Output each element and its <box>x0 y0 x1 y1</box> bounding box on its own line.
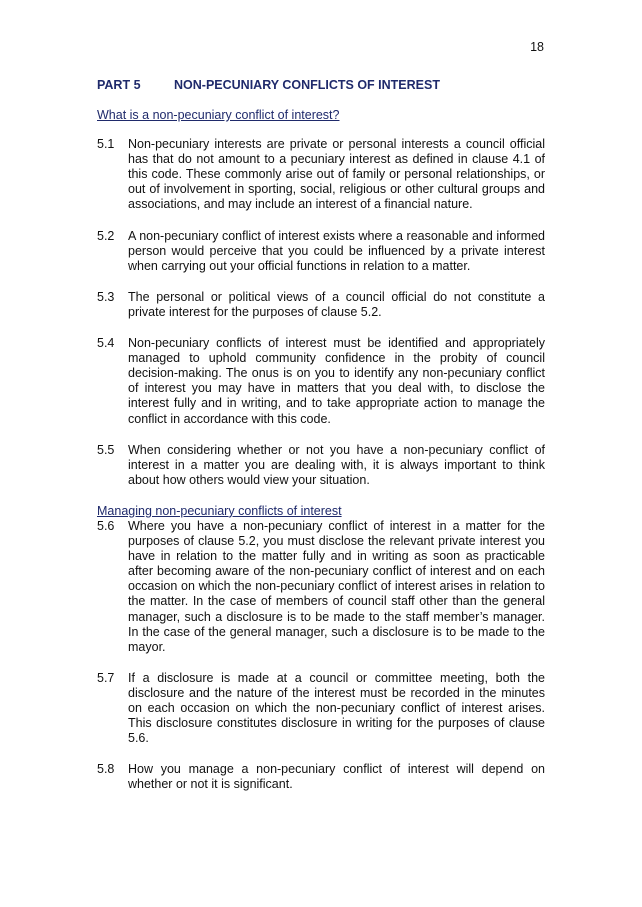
document-body <box>97 108 545 808</box>
clause-text: The personal or political views of a council official do not constitute a private interest for the purposes of clause 5.2. <box>128 289 545 319</box>
clause-number: 5.4 <box>97 336 115 351</box>
section-heading: Managing non-pecuniary conflicts of interest <box>97 503 342 518</box>
section-heading: What is a non-pecuniary conflict of interest? <box>97 108 340 122</box>
clause-5-7 <box>97 671 545 746</box>
clause-text: Where you have a non-pecuniary conflict of interest in a matter for the purposes of clause 5.2, you must disclose the relevant private interest you have in relation to the matter fully and in writing as soon as practicable after becoming aware of the non-pecuniary conflict of interest and on each occasion on which the non-pecuniary conflict of interest arises in relation to the matter. In the case of members of council staff other than the general manager, such a disclosure is to be made to the staff member’s manager. In the case of the general manager, such a disclosure is to be made to the mayor. <box>128 518 545 654</box>
clause-number: 5.7 <box>97 670 115 685</box>
clause-5-4 <box>97 336 545 427</box>
clause-text: When considering whether or not you have a non-pecuniary conflict of interest in a matter you are dealing with, it is always important to think about how others would view your situation. <box>128 442 545 487</box>
clause-5-3 <box>97 290 545 320</box>
clause-number: 5.5 <box>97 442 115 457</box>
clause-number: 5.8 <box>97 762 115 777</box>
part-title: NON-PECUNIARY CONFLICTS OF INTEREST <box>174 78 440 92</box>
clause-number: 5.3 <box>97 289 115 304</box>
clause-text: Non-pecuniary conflicts of interest must be identified and appropriately managed to uphold community confidence in the probity of council decision-making. The onus is on you to identify any non-pecuniary conflict of interest you may have in matters that you deal with, to disclose the interest fully and in writing, and to take appropriate action to manage the conflict in accordance with this code. <box>128 336 545 426</box>
clause-5-2 <box>97 229 545 274</box>
clause-number: 5.1 <box>97 137 115 152</box>
clause-number: 5.6 <box>97 518 115 533</box>
clause-text: A non-pecuniary conflict of interest exists where a reasonable and informed person would perceive that you could be influenced by a private interest when carrying out your official functions in relation to a matter. <box>128 228 545 273</box>
clause-5-6 <box>97 519 545 655</box>
clause-text: If a disclosure is made at a council or committee meeting, both the disclosure and the nature of the interest must be recorded in the minutes on each occasion on which the non-pecuniary conflict of interest arises. This disclosure constitutes disclosure in writing for the purposes of clause 5.6. <box>128 670 545 746</box>
clause-5-1 <box>97 137 545 212</box>
page-number: 18 <box>530 40 544 54</box>
part-label: PART 5 <box>97 78 141 92</box>
clause-5-5 <box>97 443 545 488</box>
clause-text: How you manage a non-pecuniary conflict of interest will depend on whether or not it is significant. <box>128 762 545 792</box>
clause-text: Non-pecuniary interests are private or personal interests a council official has that do not amount to a pecuniary interest as defined in clause 4.1 of this code. These commonly arise out of family or personal relationships, or out of involvement in sporting, social, religious or other cultural groups and associations, and may include an interest of a financial nature. <box>128 137 545 212</box>
clause-number: 5.2 <box>97 228 115 243</box>
part-heading <box>97 78 440 92</box>
clause-5-8 <box>97 762 545 792</box>
